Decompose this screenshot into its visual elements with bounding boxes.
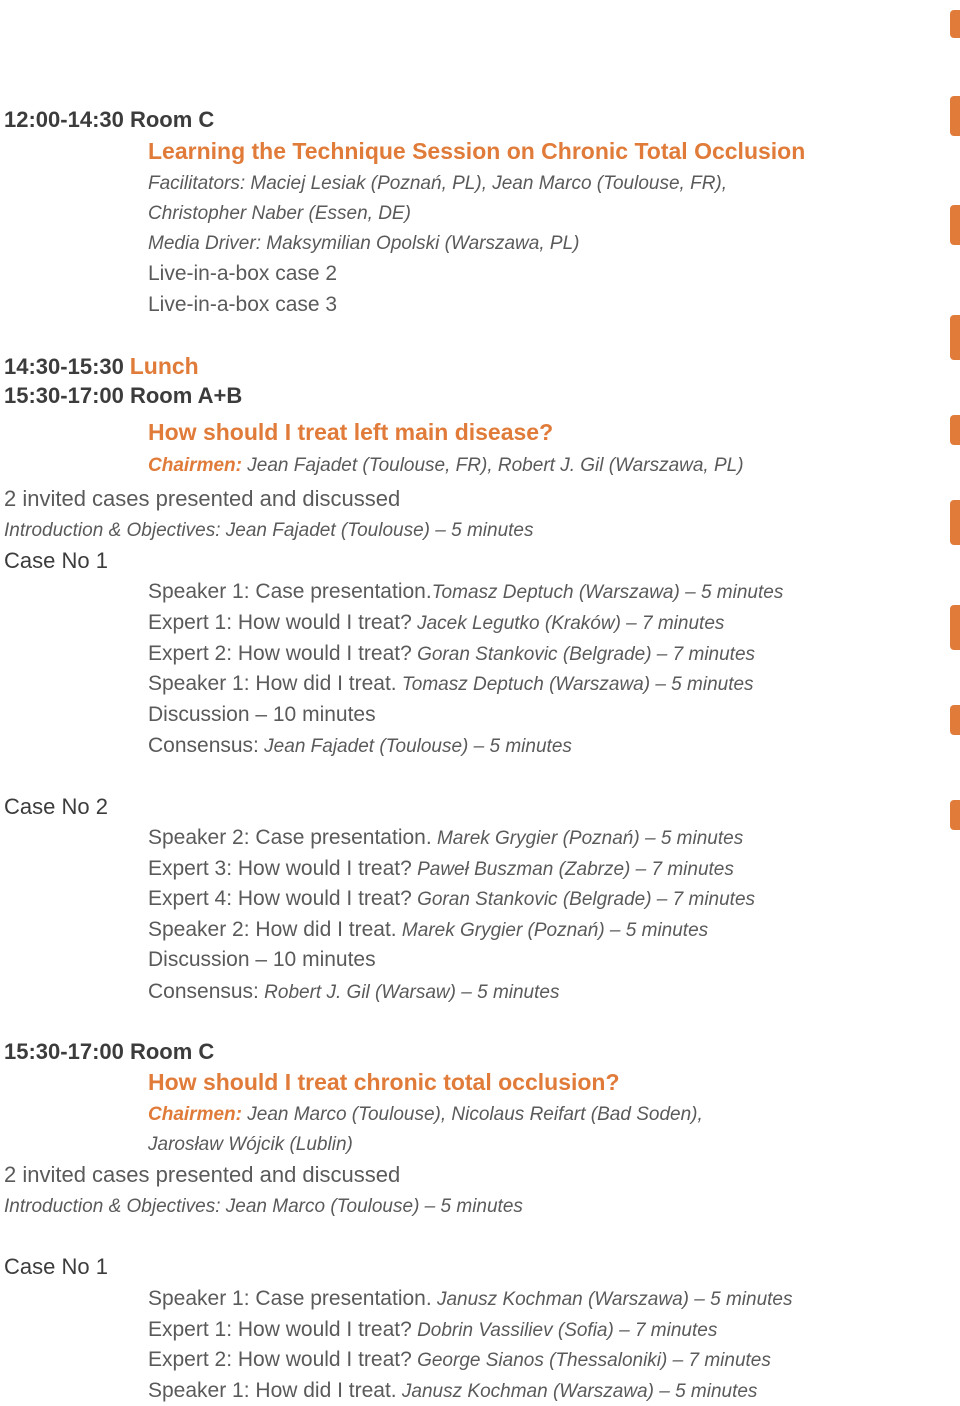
chairmen <box>148 1102 703 1128</box>
case-label: Case No 1 <box>4 548 108 573</box>
item-speaker: Marek Grygier (Poznań) – 5 minutes <box>431 828 744 849</box>
discussion: Discussion – 10 minutes <box>148 948 376 971</box>
chairmen-label: Chairmen: <box>148 1104 242 1125</box>
edge-decoration-5 <box>950 415 960 445</box>
item-role: Expert 1: How would I treat? <box>148 611 412 634</box>
agenda-item <box>148 671 754 698</box>
consensus-speaker: Robert J. Gil (Warsaw) – 5 minutes <box>258 982 560 1003</box>
live-case: Live-in-a-box case 3 <box>148 293 338 316</box>
item-role: Speaker 2: How did I treat. <box>148 918 397 941</box>
item-speaker: Goran Stankovic (Belgrade) – 7 minutes <box>411 644 756 665</box>
agenda-item <box>148 1317 717 1344</box>
edge-decoration-6 <box>950 500 960 545</box>
lunch-label: Lunch <box>129 353 199 379</box>
session-time: 15:30-17:00 Room A+B <box>4 383 243 408</box>
agenda-item <box>148 886 755 913</box>
agenda-item <box>148 1286 792 1313</box>
edge-decoration-7 <box>950 605 960 650</box>
item-role: Speaker 1: How did I treat. <box>148 672 397 695</box>
chairmen-names: Jean Fajadet (Toulouse, FR), Robert J. Gil (Warszawa, PL) <box>241 455 744 476</box>
edge-decoration-2 <box>950 96 960 136</box>
item-speaker: Jacek Legutko (Kraków) – 7 minutes <box>411 613 725 634</box>
consensus-label: Consensus: <box>148 734 259 757</box>
agenda-item <box>148 856 734 883</box>
session-time: 12:00-14:30 Room C <box>4 107 215 132</box>
lunch-time: 14:30-15:30 <box>4 354 124 379</box>
introduction: Introduction & Objectives: Jean Fajadet (Toulouse) – 5 minutes <box>4 520 534 541</box>
consensus-label: Consensus: <box>148 980 259 1003</box>
agenda-item <box>148 917 708 944</box>
agenda-item <box>148 825 743 852</box>
case-label: Case No 2 <box>4 794 108 819</box>
item-speaker: Janusz Kochman (Warszawa) – 5 minutes <box>431 1289 793 1310</box>
item-role: Expert 2: How would I treat? <box>148 642 412 665</box>
agenda-item <box>148 610 724 637</box>
item-speaker: Tomasz Deptuch (Warszawa) – 5 minutes <box>396 674 754 695</box>
session-title: How should I treat left main disease? <box>148 419 554 445</box>
item-role: Expert 4: How would I treat? <box>148 887 412 910</box>
discussion: Discussion – 10 minutes <box>148 703 376 726</box>
item-role: Speaker 1: How did I treat. <box>148 1379 397 1402</box>
item-role: Expert 3: How would I treat? <box>148 857 412 880</box>
chairmen-names: Jean Marco (Toulouse), Nicolaus Reifart (Bad Soden), <box>241 1104 703 1125</box>
session-title: Learning the Technique Session on Chronic Total Occlusion <box>148 138 806 164</box>
lunch-row <box>4 353 199 381</box>
invited-cases: 2 invited cases presented and discussed <box>4 486 401 511</box>
facilitators: Facilitators: Maciej Lesiak (Poznań, PL), Jean Marco (Toulouse, FR), <box>148 173 728 194</box>
agenda-item <box>148 641 755 668</box>
item-speaker: Dobrin Vassiliev (Sofia) – 7 minutes <box>411 1320 718 1341</box>
edge-decoration-8 <box>950 705 960 735</box>
edge-decoration-1 <box>950 10 960 38</box>
session-title: How should I treat chronic total occlusion? <box>148 1069 620 1095</box>
live-case: Live-in-a-box case 2 <box>148 262 338 285</box>
case-label: Case No 1 <box>4 1254 108 1279</box>
item-role: Speaker 1: Case presentation. <box>148 580 432 603</box>
introduction: Introduction & Objectives: Jean Marco (Toulouse) – 5 minutes <box>4 1196 523 1217</box>
item-role: Expert 2: How would I treat? <box>148 1348 412 1371</box>
edge-decoration-3 <box>950 205 960 245</box>
item-role: Expert 1: How would I treat? <box>148 1318 412 1341</box>
item-speaker: Janusz Kochman (Warszawa) – 5 minutes <box>396 1381 758 1402</box>
edge-decoration-4 <box>950 315 960 360</box>
item-role: Speaker 1: Case presentation. <box>148 1287 432 1310</box>
item-speaker: Tomasz Deptuch (Warszawa) – 5 minutes <box>431 582 784 603</box>
item-speaker: Goran Stankovic (Belgrade) – 7 minutes <box>411 889 756 910</box>
media-driver: Media Driver: Maksymilian Opolski (Warszawa, PL) <box>148 233 580 254</box>
edge-decoration-9 <box>950 800 960 830</box>
chairmen-cont: Jarosław Wójcik (Lublin) <box>148 1134 353 1155</box>
invited-cases: 2 invited cases presented and discussed <box>4 1162 401 1187</box>
session-time: 15:30-17:00 Room C <box>4 1039 215 1064</box>
chairmen-label: Chairmen: <box>148 455 242 476</box>
item-speaker: Marek Grygier (Poznań) – 5 minutes <box>396 920 709 941</box>
consensus <box>148 733 572 760</box>
item-speaker: Paweł Buszman (Zabrze) – 7 minutes <box>411 859 734 880</box>
agenda-item <box>148 579 783 606</box>
agenda-item <box>148 1378 757 1405</box>
item-role: Speaker 2: Case presentation. <box>148 826 432 849</box>
consensus-speaker: Jean Fajadet (Toulouse) – 5 minutes <box>258 736 572 757</box>
item-speaker: George Sianos (Thessaloniki) – 7 minutes <box>411 1350 771 1371</box>
agenda-item <box>148 1347 771 1374</box>
facilitators-cont: Christopher Naber (Essen, DE) <box>148 203 411 224</box>
consensus <box>148 979 559 1006</box>
chairmen <box>148 453 744 479</box>
